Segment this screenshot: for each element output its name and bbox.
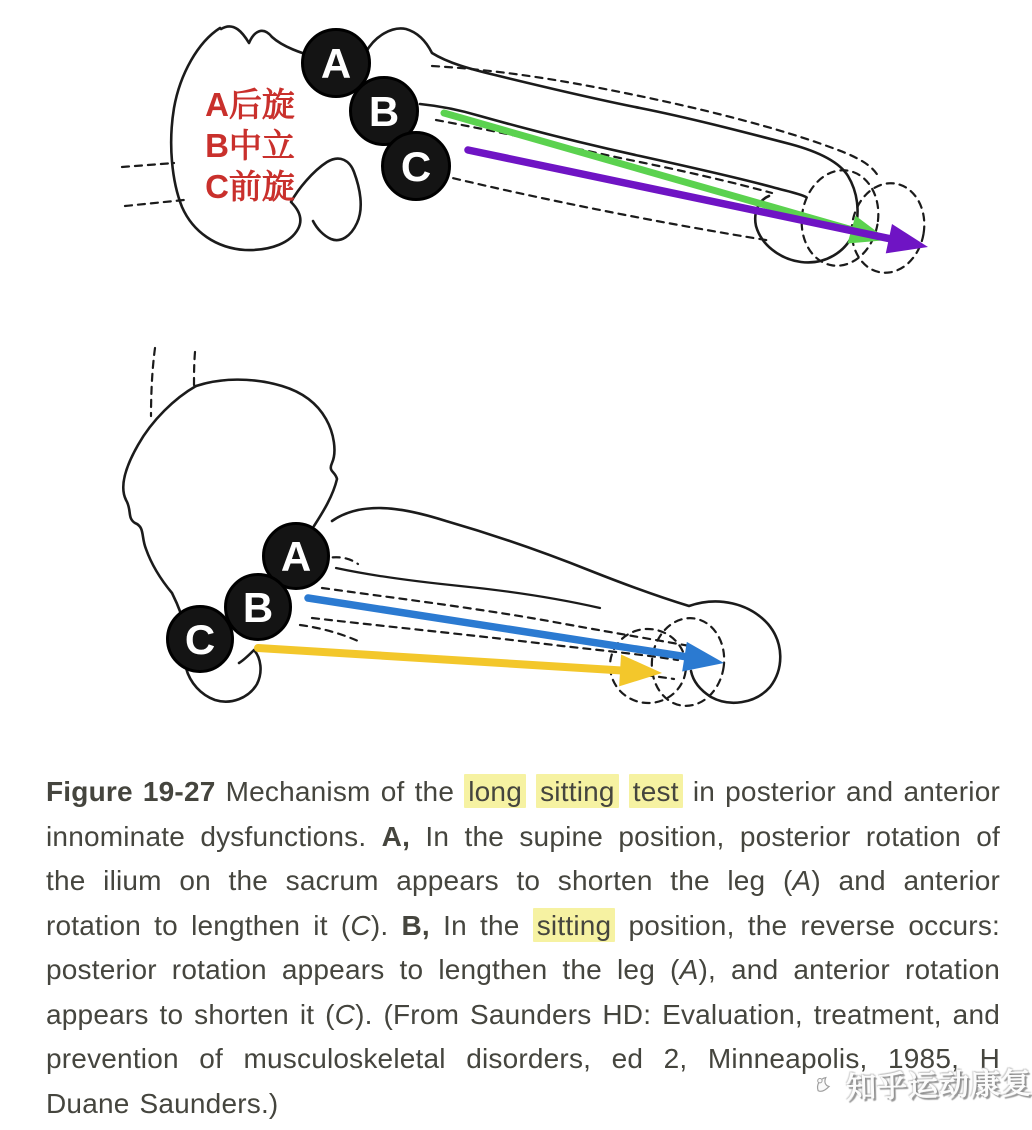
caption-text: In the supine position, posterior rotation of the ilium on the sacrum appears to shorten the leg ( bbox=[46, 820, 1000, 896]
caption-text: A bbox=[679, 954, 699, 985]
watermark-logo-icon bbox=[814, 1068, 845, 1103]
condyle-dashed-outline bbox=[605, 624, 691, 708]
rotation-legend-line-c: C前旋 bbox=[205, 168, 295, 205]
marker-b bbox=[226, 575, 291, 640]
sacrum-dashed-line bbox=[122, 163, 174, 167]
caption-text: A, bbox=[381, 820, 411, 852]
caption-text: ). (From Saunders HD: Evaluation, treatment, and prevention of musculoskeletal disorders, ed 2, Minneapolis, 1985, H Duane Saunders.) bbox=[46, 998, 1000, 1119]
trunk-dashed-line bbox=[194, 352, 195, 386]
pelvis-outline-left bbox=[123, 386, 196, 634]
caption-text bbox=[526, 776, 536, 807]
caption-text: B, bbox=[401, 909, 430, 941]
green-arrow bbox=[444, 113, 892, 254]
caption-text: ) and anterior rotation to lengthen it ( bbox=[46, 865, 1000, 941]
watermark-text: 知乎运动康复 bbox=[845, 1067, 1032, 1106]
caption-text bbox=[619, 776, 629, 807]
green-arrow-shaft bbox=[444, 113, 856, 231]
caption-text: C bbox=[334, 998, 356, 1030]
caption-highlighted-word: test bbox=[629, 774, 683, 808]
yellow-arrow bbox=[258, 648, 663, 689]
caption-highlighted-word: long bbox=[464, 774, 526, 808]
marker-c bbox=[383, 133, 450, 200]
caption-text: Mechanism of the bbox=[215, 776, 465, 807]
femur-dashed-neck bbox=[300, 625, 358, 641]
marker-c-label: C bbox=[184, 616, 216, 663]
purple-arrow bbox=[468, 150, 931, 262]
femur-outline bbox=[332, 508, 780, 703]
caption-text: position, the reverse occurs: posterior rotation appears to lengthen the leg ( bbox=[46, 909, 1001, 985]
blue-arrow-shaft bbox=[308, 598, 694, 658]
rotation-legend-line-b: B中立 bbox=[205, 127, 295, 164]
yellow-arrow-shaft bbox=[258, 648, 630, 671]
marker-a-label: A bbox=[280, 533, 312, 580]
femur-dashed-top bbox=[322, 588, 690, 646]
caption-text: in posterior and anterior innominate dysfunctions. bbox=[46, 776, 1000, 852]
caption-text: ). bbox=[370, 909, 402, 941]
caption-text: ), and anterior rotation appears to shorten it ( bbox=[46, 954, 1000, 1030]
rotation-legend-line-a: A后旋 bbox=[205, 86, 295, 123]
caption-highlighted-word: sitting bbox=[533, 908, 616, 942]
marker-b-label: B bbox=[242, 584, 274, 631]
pelvis-outline bbox=[196, 380, 337, 526]
caption-text: A bbox=[792, 865, 812, 896]
zhihu-sports-rehab-watermark bbox=[813, 1057, 1032, 1109]
caption-text: C bbox=[350, 909, 371, 941]
marker-c-label: C bbox=[400, 143, 432, 190]
caption-text: Figure 19-27 bbox=[46, 776, 216, 807]
trunk-dashed-line bbox=[151, 348, 155, 416]
marker-b-label: B bbox=[368, 88, 400, 135]
sacrum-dashed-line bbox=[125, 200, 184, 206]
marker-a-label: A bbox=[320, 40, 352, 87]
caption-highlighted-word: sitting bbox=[536, 774, 619, 808]
caption-text: In the bbox=[429, 909, 533, 941]
blue-arrow-head bbox=[682, 642, 726, 678]
femur-shaft-line bbox=[336, 568, 600, 608]
rotation-legend bbox=[197, 84, 303, 207]
panel-sitting bbox=[123, 348, 780, 711]
marker-c bbox=[168, 607, 233, 672]
